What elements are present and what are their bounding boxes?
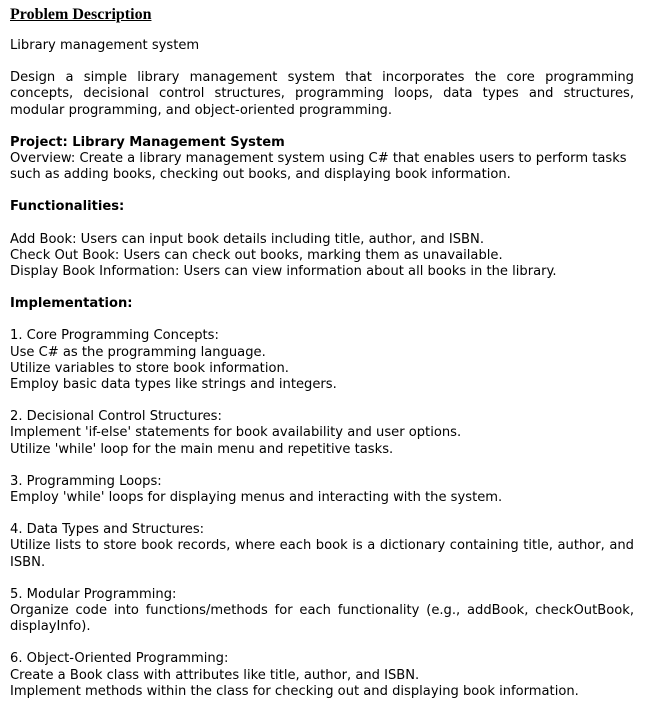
functionalities-heading: Functionalities: [10, 199, 125, 215]
subtitle: Library management system [10, 38, 200, 53]
impl-section-title: 1. Core Programming Concepts: [10, 328, 219, 344]
impl-line: Organize code into functions/methods for each functionality (e.g., addBook, checkOutBook, displayInfo). [10, 603, 634, 635]
impl-section-title: 3. Programming Loops: [10, 473, 162, 489]
impl-line: Utilize lists to store book records, where each book is a dictionary containing title, author, and ISBN. [10, 538, 634, 570]
impl-section-title: 2. Decisional Control Structures: [10, 409, 222, 425]
implementation-heading: Implementation: [10, 296, 133, 312]
impl-line: Utilize variables to store book information. [10, 360, 289, 376]
impl-section-modular [10, 587, 634, 636]
document-page [10, 6, 634, 700]
impl-line: Use C# as the programming language. [10, 344, 266, 360]
impl-line: Employ basic data types like strings and integers. [10, 377, 337, 393]
impl-line: Utilize 'while' loop for the main menu and repetitive tasks. [10, 441, 394, 457]
impl-line: Create a Book class with attributes like title, author, and ISBN. [10, 667, 420, 683]
impl-section-title: 5. Modular Programming: [10, 586, 177, 602]
impl-section-title: 6. Object-Oriented Programming: [10, 651, 229, 667]
impl-section-control-structures [10, 409, 634, 458]
functionality-item-check-out: Check Out Book: Users can check out books, marking them as unavailable. [10, 247, 503, 263]
functionality-item-add-book: Add Book: Users can input book details including title, author, and ISBN. [10, 231, 484, 247]
impl-section-core-concepts [10, 328, 634, 393]
functionality-item-display-info: Display Book Information: Users can view information about all books in the library. [10, 264, 557, 280]
impl-section-oop [10, 651, 634, 700]
impl-section-loops [10, 474, 634, 506]
impl-section-title: 4. Data Types and Structures: [10, 522, 205, 538]
intro-paragraph: Design a simple library management system that incorporates the core programming concepts, decisional control structures, programming loops, data types and structures, modular programming, and object-oriented programming. [10, 70, 634, 118]
impl-line: Employ 'while' loops for displaying menus and interacting with the system. [10, 490, 503, 506]
project-heading: Project: Library Management System [10, 134, 285, 150]
impl-line: Implement methods within the class for checking out and displaying book information. [10, 683, 579, 699]
impl-line: Implement 'if-else' statements for book availability and user options. [10, 425, 462, 441]
page-title: Problem Description [10, 6, 152, 23]
impl-section-data-types [10, 522, 634, 571]
project-overview: Overview: Create a library management system using C# that enables users to perform tasks such as adding books, checking out books, and displaying book information. [10, 151, 627, 183]
